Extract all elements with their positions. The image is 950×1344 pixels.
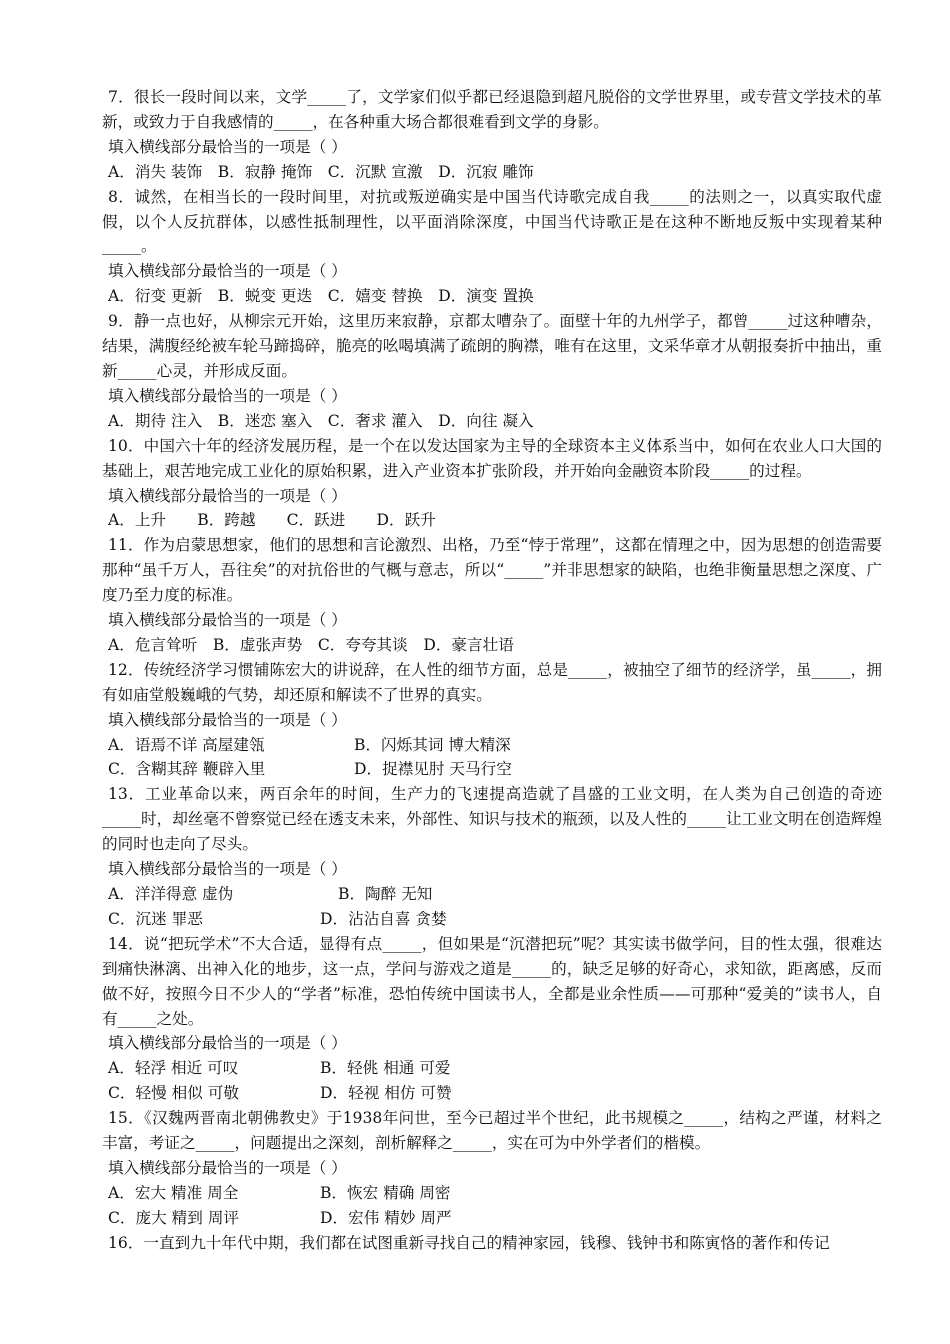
question-8-prompt: 填入横线部分最恰当的一项是（ ） — [108, 262, 347, 281]
question-11-options: A．危言耸听 B．虚张声势 C．夸夸其谈 D．豪言壮语 — [108, 635, 514, 654]
question-13-prompt: 填入横线部分最恰当的一项是（ ） — [108, 860, 347, 879]
question-8-stem: 8．诚然，在相当长的一段时间里，对抗或叛逆确实是中国当代诗歌完成自我_____的法则之一，以真实取代虚假，以个人反抗群体，以感性抵制理性，以平面消除深度，中国当代诗歌正是在这种不断地反叛中实现着某种_____。 — [102, 187, 882, 256]
question-15-option-d: D．宏伟 精妙 周严 — [320, 1208, 452, 1227]
question-9-stem: 9．静一点也好，从柳宗元开始，这里历来寂静，京都太嘈杂了。面壁十年的九州学子，都曾_____过这种嘈杂，结果，满腹经纶被车轮马蹄捣碎，脆亮的吆喝填满了疏朗的胸襟，唯有在这里，文采华章才从朝报奏折中抽出，重新_____心灵，并形成反面。 — [102, 312, 882, 380]
question-13-options-row-1 — [102, 882, 882, 907]
question-12-prompt: 填入横线部分最恰当的一项是（ ） — [108, 710, 347, 729]
question-13-option-d: D．沾沾自喜 贪婪 — [320, 909, 447, 928]
question-15-option-b: B．恢宏 精确 周密 — [320, 1183, 451, 1202]
question-12-option-a: A．语焉不详 高屋建瓴 — [108, 735, 265, 754]
question-14-stem: 14．说“把玩学术”不大合适，显得有点_____，但如果是“沉潜把玩”呢？其实读书做学问，目的性太强，很难达到痛快淋漓、出神入化的地步，这一点，学问与游戏之道是_____的，缺乏足够的好奇心，求知欲，距离感，反而做不好，按照今日不少人的“学者”标准，恐怕传统中国读书人，全都是业余性质——可那种“爱美的”读书人，自有_____之处。 — [102, 934, 882, 1028]
question-10-stem: 10．中国六十年的经济发展历程，是一个在以发达国家为主导的全球资本主义体系当中，如何在农业人口大国的基础上，艰苦地完成工业化的原始积累，进入产业资本扩张阶段，并开始向金融资本阶段_____的过程。 — [102, 436, 882, 480]
question-12-options-row-1 — [102, 733, 882, 758]
question-14-options-row-2 — [102, 1081, 882, 1106]
question-13-option-c: C．沉迷 罪恶 — [108, 909, 203, 928]
question-13-option-b: B．陶醉 无知 — [338, 885, 433, 903]
question-14-options-row-1 — [102, 1056, 882, 1081]
question-13-options-row-2 — [102, 907, 882, 932]
question-11-stem: 11．作为启蒙思想家，他们的思想和言论激烈、出格，乃至“悖于常理”，这都在情理之中，因为思想的创造需要那种“虽千万人，吾往矣”的对抗俗世的气概与意志，所以“_____”并非思想家的缺陷，也绝非衡量思想之深度、广度乃至力度的标准。 — [102, 536, 882, 605]
question-15-prompt: 填入横线部分最恰当的一项是（ ） — [108, 1158, 347, 1177]
question-13-stem: 13．工业革命以来，两百余年的时间，生产力的飞速提高造就了昌盛的工业文明，在人类为自己创造的奇迹_____时，却丝毫不曾察觉已经在透支未来，外部性、知识与技术的瓶颈，以及人性的_____让工业文明在创造辉煌的同时也走向了尽头。 — [102, 785, 882, 854]
question-12-stem: 12．传统经济学习惯铺陈宏大的讲说辞，在人性的细节方面，总是_____，被抽空了细节的经济学，虽_____，拥有如庙堂般巍峨的气势，却还原和解读不了世界的真实。 — [102, 660, 882, 704]
question-13-option-a: A．洋洋得意 虚伪 — [108, 885, 234, 903]
question-9-options: A．期待 注入 B．迷恋 塞入 C．奢求 灌入 D．向往 凝入 — [108, 411, 534, 430]
document-page — [102, 85, 882, 1256]
question-14-prompt: 填入横线部分最恰当的一项是（ ） — [108, 1034, 347, 1053]
question-10-prompt: 填入横线部分最恰当的一项是（ ） — [108, 486, 347, 505]
question-12-option-d: D．捉襟见肘 天马行空 — [354, 760, 512, 779]
question-12-options-row-2 — [102, 757, 882, 782]
question-8-options: A．衍变 更新 B．蜕变 更迭 C．嬉变 替换 D．演变 置换 — [108, 287, 534, 306]
question-15-options-row-2 — [102, 1206, 882, 1231]
question-7-stem: 7．很长一段时间以来，文学_____了，文学家们似乎都已经退隐到超凡脱俗的文学世界里，或专营文学技术的革新，或致力于自我感情的_____，在各种重大场合都很难看到文学的身影。 — [102, 88, 883, 131]
question-15-option-c: C．庞大 精到 周评 — [108, 1208, 240, 1227]
question-7-prompt: 填入横线部分最恰当的一项是（ ） — [108, 137, 347, 156]
question-14-option-b: B．轻佻 相通 可爱 — [320, 1059, 451, 1078]
question-12-option-c: C．含糊其辞 鞭辟入里 — [108, 760, 266, 779]
question-7-options: A．消失 装饰 B．寂静 掩饰 C．沉默 宣激 D．沉寂 雕饰 — [108, 162, 534, 181]
question-11-prompt: 填入横线部分最恰当的一项是（ ） — [108, 611, 347, 630]
question-16-stem: 16．一直到九十年代中期，我们都在试图重新寻找自己的精神家园，钱穆、钱钟书和陈寅恪的著作和传记 — [108, 1233, 830, 1252]
question-15-options-row-1 — [102, 1181, 882, 1206]
question-14-option-a: A．轻浮 相近 可叹 — [108, 1059, 239, 1078]
question-14-option-d: D．轻视 相仿 可赞 — [320, 1084, 452, 1103]
question-15-stem: 15．《汉魏两晋南北朝佛教史》于1938年问世，至今已超过半个世纪，此书规模之_____，结构之严谨，材料之丰富，考证之_____，问题提出之深刻，剖析解释之_____，实在可为中外学者们的楷模。 — [102, 1109, 882, 1153]
question-9-prompt: 填入横线部分最恰当的一项是（ ） — [108, 386, 347, 405]
question-12-option-b: B．闪烁其词 博大精深 — [354, 735, 511, 754]
question-10-options: A．上升 B．跨越 C．跃进 D．跃升 — [108, 511, 436, 530]
question-15-option-a: A．宏大 精准 周全 — [108, 1183, 239, 1202]
question-14-option-c: C．轻慢 相似 可敬 — [108, 1084, 240, 1103]
